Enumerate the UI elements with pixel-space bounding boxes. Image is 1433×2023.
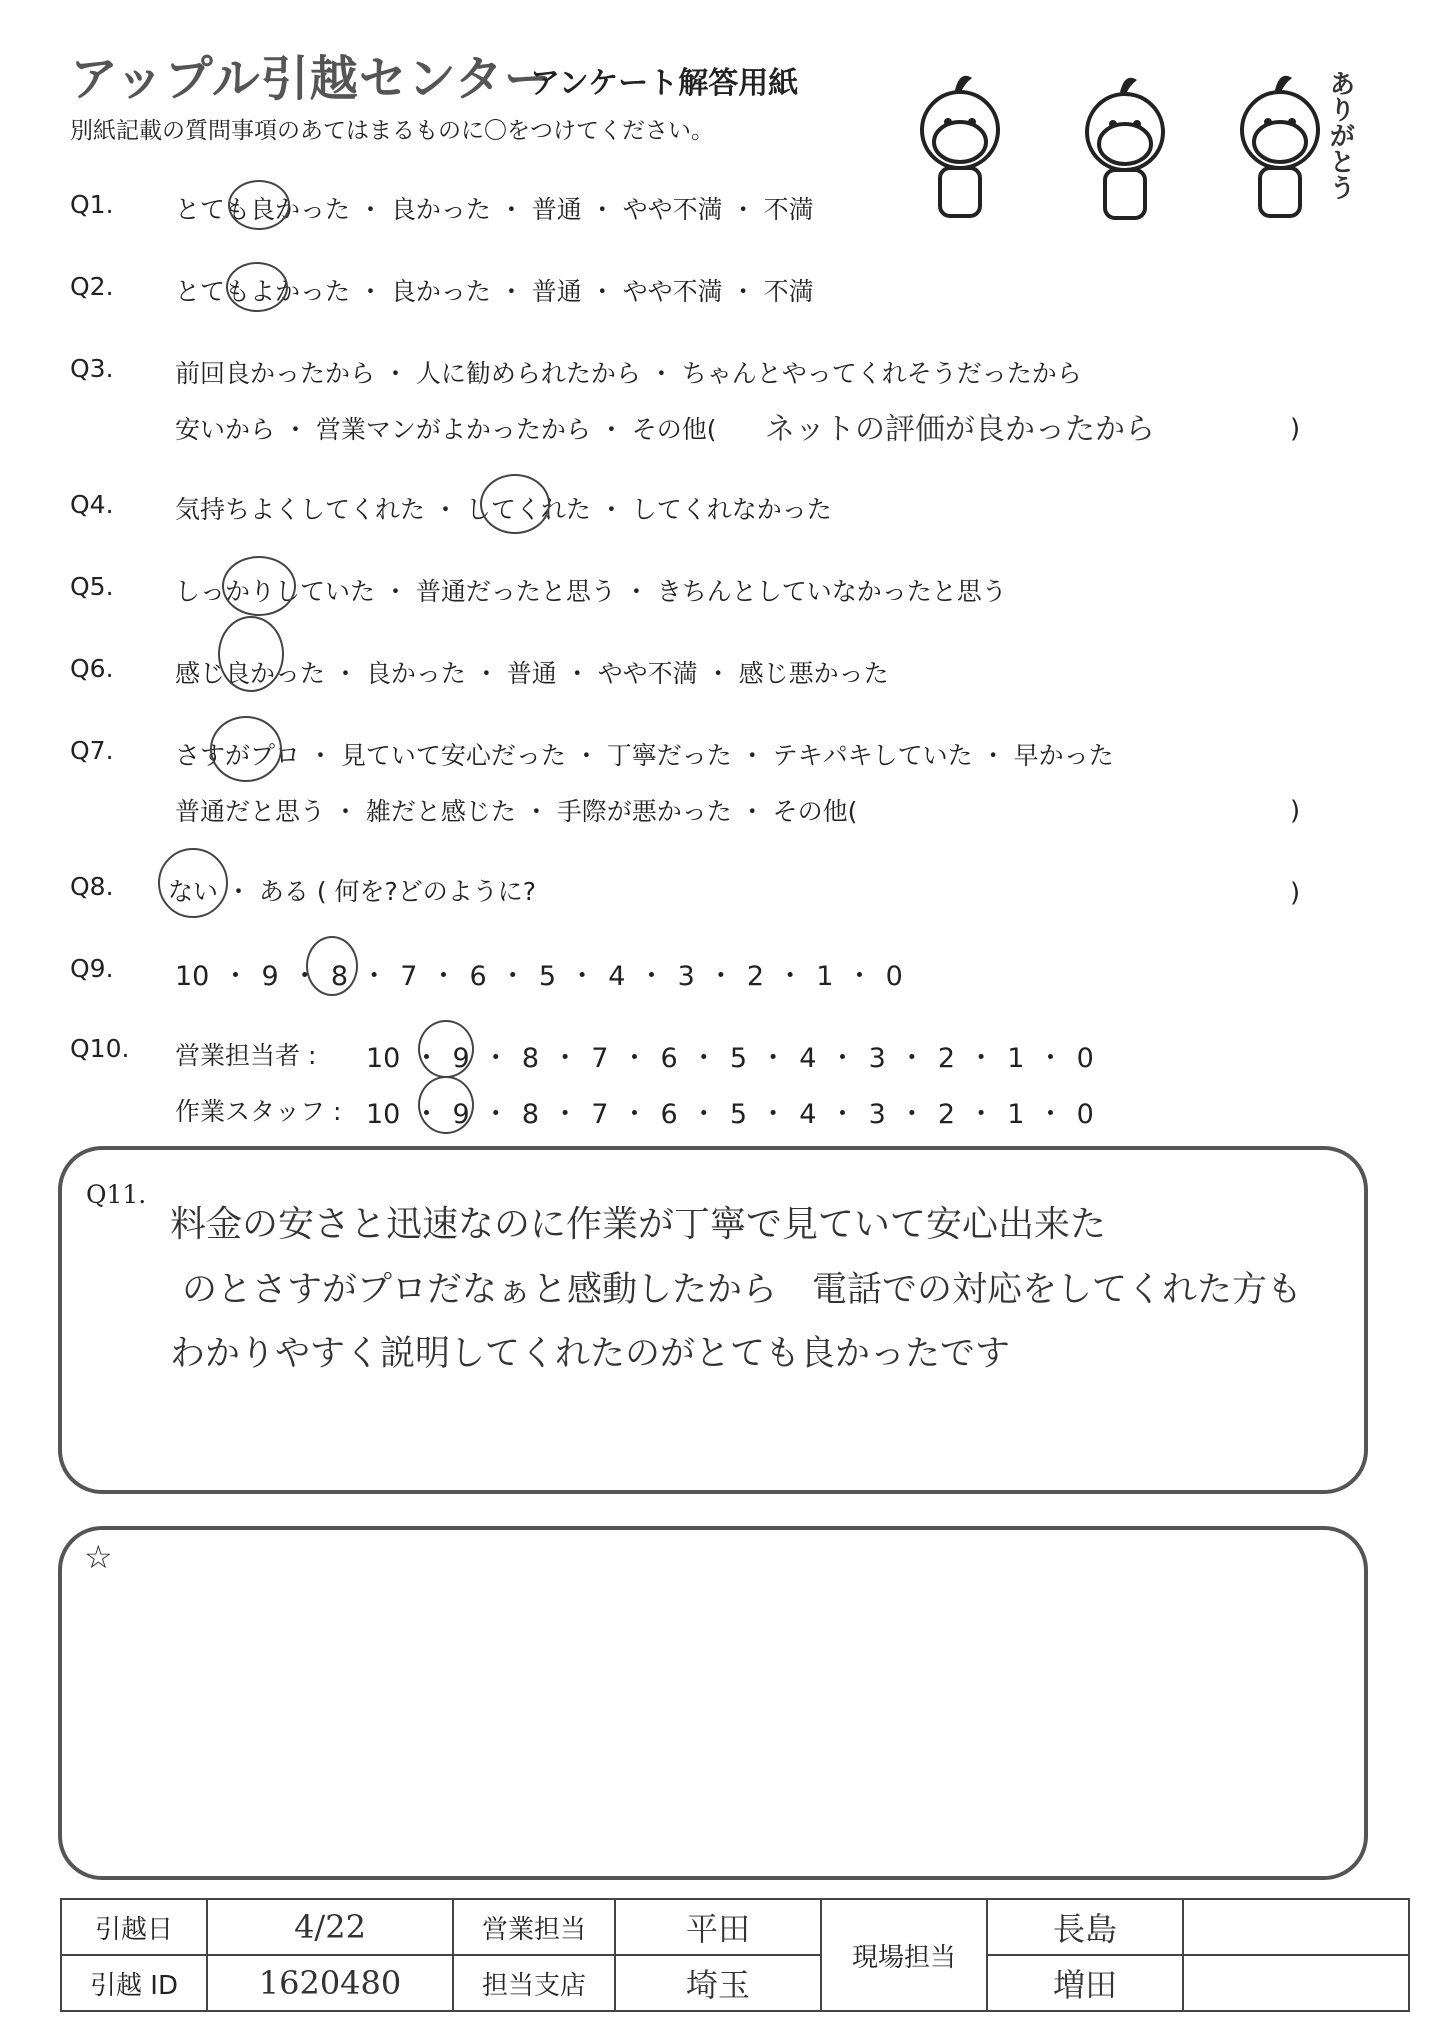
q6-answer-circle (218, 616, 284, 692)
q10-sales-scale: 10 ・ 9 ・ 8 ・ 7 ・ 6 ・ 5 ・ 4 ・ 3 ・ 2 ・ 1 ・ 0 (366, 1043, 1094, 1074)
q11-comment-line3: わかりやすく説明してくれたのがとても良かったです (170, 1334, 1011, 1374)
q3-options-line1: 前回良かったから ・ 人に勧められたから ・ ちゃんとやってくれそうだったから (175, 359, 1082, 388)
instructions: 別紙記載の質問事項のあてはまるものに〇をつけてください。 (70, 118, 714, 144)
q2-number: Q2. (70, 272, 114, 301)
monkey-mascots-illustration (880, 50, 1360, 240)
branch-label: 担当支店 (453, 1955, 615, 2011)
sales-rep-value: 平田 (615, 1899, 821, 1955)
form-title: アップル引越センター (70, 51, 553, 107)
q11-comment-line1: 料金の安さと迅速なのに作業が丁寧で見ていて安心出来た (170, 1204, 1107, 1245)
site-staff-value-1: 長島 (987, 1899, 1183, 1955)
q10-staff-answer-circle (418, 1076, 474, 1134)
q7-answer-circle (210, 716, 282, 782)
q9-scale: 10 ・ 9 ・ 8 ・ 7 ・ 6 ・ 5 ・ 4 ・ 3 ・ 2 ・ 1 ・ 0 (175, 961, 903, 992)
extra-cell-1 (1183, 1899, 1409, 1955)
q11-comment-line2: のとさすがプロだなぁと感動したから 電話での対応をしてくれた方も (182, 1270, 1303, 1310)
branch-value: 埼玉 (615, 1955, 821, 2011)
q4-answer-circle (480, 474, 550, 534)
form-subtitle: アンケート解答用紙 (530, 66, 799, 101)
q7-close-paren: ) (1290, 796, 1301, 826)
q3-close-paren: ) (1290, 414, 1301, 444)
q11-number: Q11. (86, 1180, 147, 1209)
q1-answer-circle (228, 180, 290, 230)
q6-number: Q6. (70, 654, 114, 683)
q10-staff-scale: 10 ・ 9 ・ 8 ・ 7 ・ 6 ・ 5 ・ 4 ・ 3 ・ 2 ・ 1 ・ 0 (366, 1099, 1094, 1130)
q2-answer-circle (226, 262, 288, 312)
q8-close-paren: ) (1290, 878, 1301, 908)
q3-options-line2: 安いから ・ 営業マンがよかったから ・ その他( (175, 415, 717, 444)
site-staff-value-2: 増田 (987, 1955, 1183, 2011)
move-date-label: 引越日 (61, 1899, 207, 1955)
q3-other-handwritten: ネットの評価が良かったから (765, 412, 1155, 447)
q10-number: Q10. (70, 1034, 130, 1063)
q9-answer-circle (306, 936, 358, 996)
q4-options: 気持ちよくしてくれた ・ してくれた ・ してくれなかった (175, 495, 832, 524)
q10-staff-label: 作業スタッフ : (175, 1097, 342, 1126)
site-staff-label: 現場担当 (821, 1899, 987, 2011)
q8-answer-circle (158, 848, 228, 918)
q10-sales-label: 営業担当者 : (175, 1041, 317, 1070)
q5-options: しっかりしていた ・ 普通だったと思う ・ きちんとしていなかったと思う (175, 577, 1007, 606)
q1-number: Q1. (70, 190, 114, 219)
q5-answer-circle (222, 556, 296, 616)
q8-number: Q8. (70, 872, 114, 901)
sales-rep-label: 営業担当 (453, 1899, 615, 1955)
q8-options: ない ・ ある ( 何を?どのように? (168, 877, 537, 906)
q6-options: 感じ良かった ・ 良かった ・ 普通 ・ やや不満 ・ 感じ悪かった (175, 659, 889, 688)
q7-number: Q7. (70, 736, 114, 765)
q2-options: とてもよかった ・ 良かった ・ 普通 ・ やや不満 ・ 不満 (175, 277, 814, 306)
q1-options: とても良かった ・ 良かった ・ 普通 ・ やや不満 ・ 不満 (175, 195, 814, 224)
q5-number: Q5. (70, 572, 114, 601)
move-id-value: 1620480 (207, 1955, 453, 2011)
extra-cell-2 (1183, 1955, 1409, 2011)
footer-info-table (60, 1898, 1410, 2012)
star-comment-box (58, 1526, 1368, 1880)
q9-number: Q9. (70, 954, 114, 983)
q10-sales-answer-circle (418, 1020, 474, 1078)
mascot-caption: ありがとう (1325, 70, 1355, 200)
q4-number: Q4. (70, 490, 114, 519)
q7-options-line1: さすがプロ ・ 見ていて安心だった ・ 丁寧だった ・ テキパキしていた ・ 早かった (175, 741, 1114, 770)
q3-number: Q3. (70, 354, 114, 383)
q7-options-line2: 普通だと思う ・ 雑だと感じた ・ 手際が悪かった ・ その他( (175, 797, 858, 826)
move-id-label: 引越 ID (61, 1955, 207, 2011)
star-marker-icon: ☆ (84, 1538, 113, 1576)
move-date-value: 4/22 (207, 1899, 453, 1955)
